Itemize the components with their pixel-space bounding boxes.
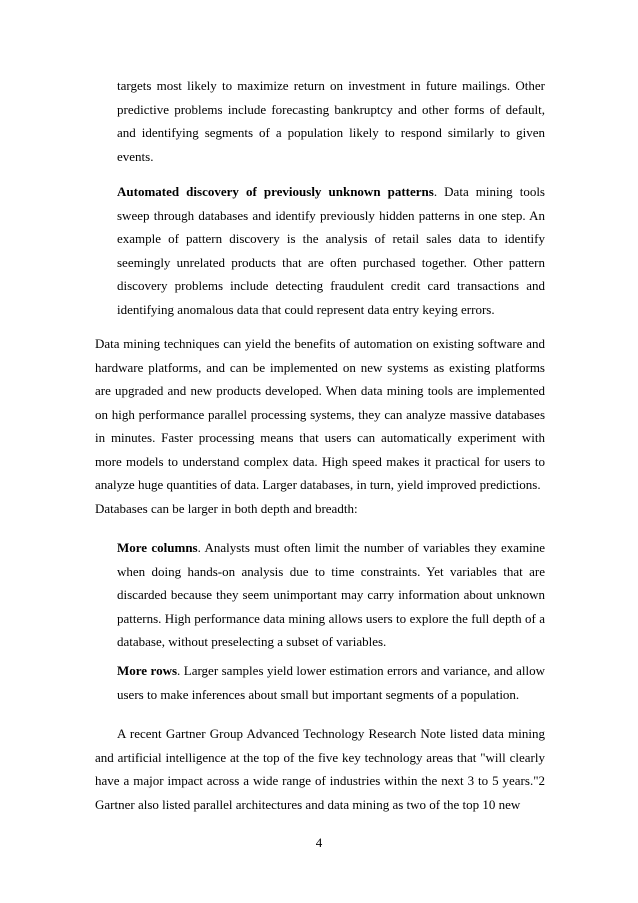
paragraph-depth-and-breadth: Databases can be larger in both depth and breadth: xyxy=(95,501,358,516)
paragraph-pattern-discovery xyxy=(117,180,545,321)
paragraph-predictive-problems: targets most likely to maximize return on investment in future mailings. Other predictive problems include forecasting bankruptcy and other forms of default, and identifying segments of a population likely to respond similarly to given events. xyxy=(117,78,545,164)
term-automated-discovery: Automated discovery of previously unknown patterns xyxy=(117,184,434,199)
paragraph-pattern-discovery-body: . Data mining tools sweep through databases and identify previously hidden patterns in one step. An example of pattern discovery is the analysis of retail sales data to identify seemingly unrelated products that are often purchased together. Other pattern discovery problems include detecting fraudulent credit card transactions and identifying anomalous data that could represent data entry keying errors. xyxy=(117,184,545,317)
paragraph-gartner-note: A recent Gartner Group Advanced Technology Research Note listed data mining and artificial intelligence at the top of the five key technology areas that "will clearly have a major impact across a wide range of industries within the next 3 to 5 years."2 Gartner also listed parallel architectures and data mining as two of the top 10 new xyxy=(95,726,545,812)
page-number: 4 xyxy=(315,835,323,850)
paragraph-more-columns xyxy=(117,536,545,654)
paragraph-more-rows xyxy=(117,659,545,706)
term-more-columns: More columns xyxy=(117,540,198,555)
term-more-rows: More rows xyxy=(117,663,178,678)
paragraph-more-columns-body: . Analysts must often limit the number of variables they examine when doing hands-on analysis due to time constraints. Yet variables that are discarded because they seem unimportant may carry information about unknown patterns. High performance data mining allows users to explore the full depth of a database, without preselecting a subset of variables. xyxy=(117,540,545,649)
paragraph-more-rows-body: . Larger samples yield lower estimation errors and variance, and allow users to make inferences about small but important segments of a population. xyxy=(117,663,546,702)
paragraph-automation-benefits: Data mining techniques can yield the benefits of automation on existing software and hardware platforms, and can be implemented on new systems as existing platforms are upgraded and new products developed. When data mining tools are implemented on high performance parallel processing systems, they can analyze massive databases in minutes. Faster processing means that users can automatically experiment with more models to understand complex data. High speed makes it practical for users to analyze huge quantities of data. Larger databases, in turn, yield improved predictions. xyxy=(95,336,545,492)
